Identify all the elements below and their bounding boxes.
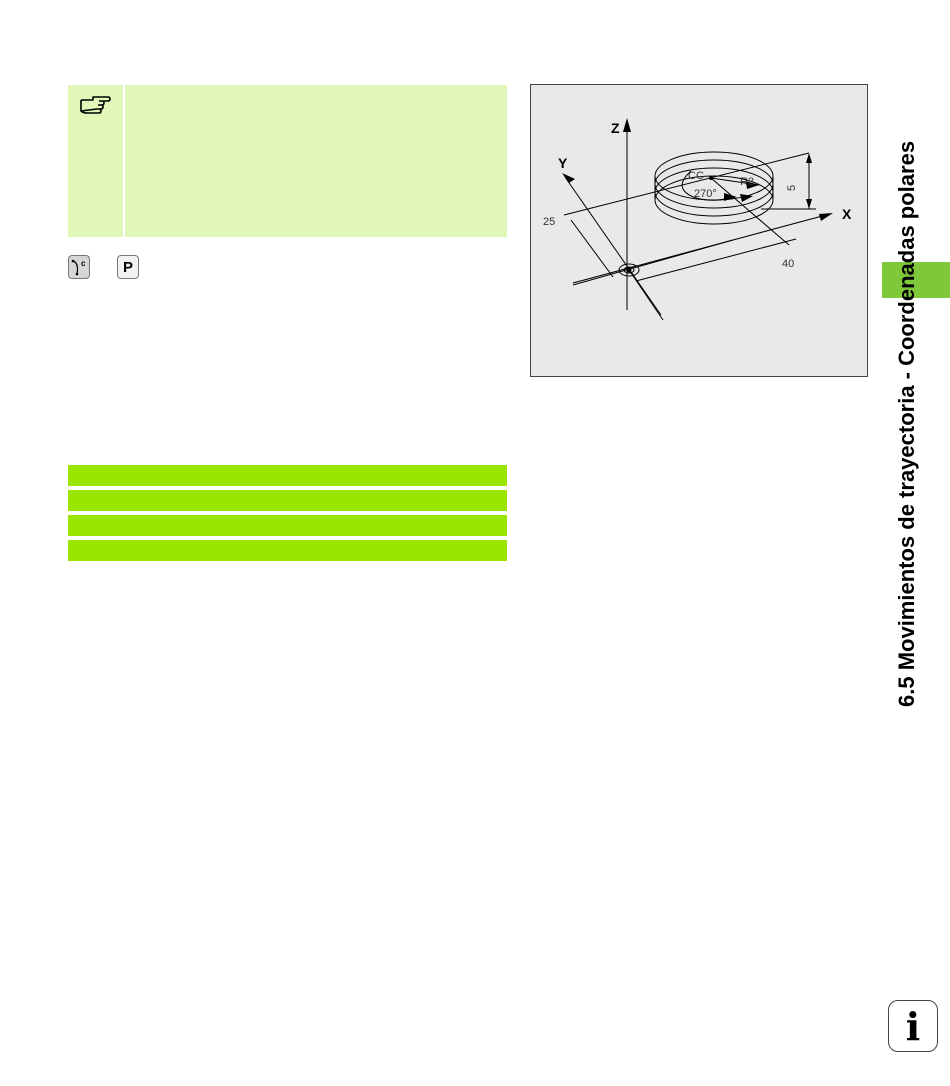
y-axis-label: Y xyxy=(558,155,568,171)
section-title: 6.5 Movimientos de trayectoria - Coordenadas polares xyxy=(894,140,919,707)
z-axis-label: Z xyxy=(611,120,620,136)
polar-key[interactable] xyxy=(117,255,139,279)
helix-diagram-svg xyxy=(531,85,869,378)
info-icon: i xyxy=(905,1003,921,1049)
helix-diagram xyxy=(530,84,868,377)
note-icon-column xyxy=(68,85,125,237)
table-bar xyxy=(68,515,507,536)
polar-key-label: P xyxy=(122,258,133,276)
dim-5-label: 5 xyxy=(786,184,798,191)
table-bar xyxy=(68,490,507,511)
dim-25-label: 25 xyxy=(543,216,556,228)
dim-40-label: 40 xyxy=(782,258,795,270)
table-bar xyxy=(68,465,507,486)
note-box xyxy=(68,85,507,237)
cc-label: CC xyxy=(688,170,704,182)
x-axis-label: X xyxy=(842,206,852,222)
pointing-hand-icon xyxy=(79,93,111,115)
angle-label: 270° xyxy=(694,188,717,200)
info-button[interactable] xyxy=(888,1000,938,1052)
svg-text:c: c xyxy=(81,259,86,268)
table-bar xyxy=(68,540,507,561)
circle-tangential-key-icon xyxy=(69,256,89,278)
circle-tangential-key[interactable] xyxy=(68,255,90,279)
radius-label: R3 xyxy=(740,176,755,188)
